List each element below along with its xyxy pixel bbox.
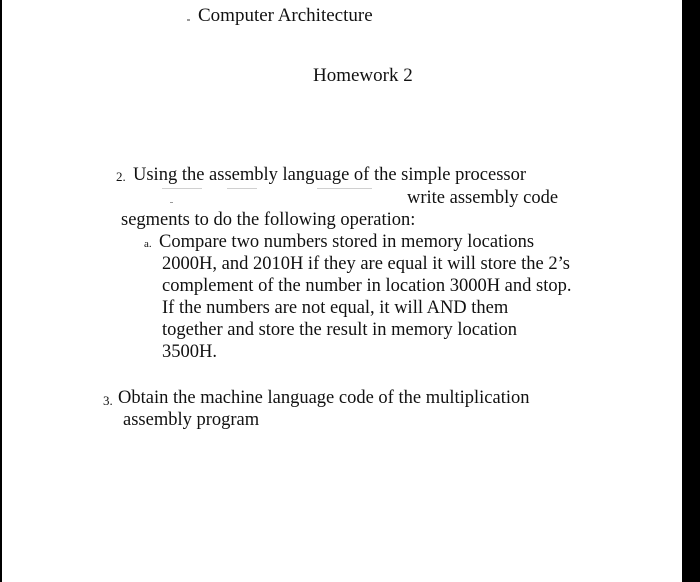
document-page bbox=[2, 0, 682, 582]
part-a-line-1: Compare two numbers stored in memory locations bbox=[159, 232, 535, 252]
faint-mark bbox=[227, 188, 257, 189]
title-bullet-mark bbox=[187, 19, 190, 21]
faint-mark bbox=[162, 188, 202, 189]
question-3-number: 3. bbox=[103, 393, 113, 408]
question-2-line-1: Using the assembly language of the simple processor bbox=[133, 165, 527, 185]
question-2-line-3: segments to do the following operation: bbox=[121, 210, 416, 230]
homework-title: Homework 2 bbox=[313, 65, 413, 86]
part-a-letter: a. bbox=[144, 238, 152, 250]
question-2-line-2: write assembly code bbox=[407, 188, 559, 208]
faint-mark bbox=[170, 202, 173, 203]
question-3-line-1: Obtain the machine language code of the multiplication bbox=[118, 388, 530, 408]
faint-mark bbox=[317, 188, 372, 189]
part-a-line-6: 3500H. bbox=[162, 342, 217, 362]
part-a-line-3: complement of the number in location 3000H and stop. bbox=[162, 276, 572, 296]
question-3-line-2: assembly program bbox=[123, 410, 260, 430]
part-a-line-2: 2000H, and 2010H if they are equal it will store the 2’s bbox=[162, 254, 570, 274]
part-a-line-5: together and store the result in memory location bbox=[162, 320, 517, 340]
question-2-number: 2. bbox=[116, 169, 126, 184]
part-a-line-4: If the numbers are not equal, it will AND them bbox=[162, 298, 509, 318]
course-title: Computer Architecture bbox=[198, 5, 373, 26]
